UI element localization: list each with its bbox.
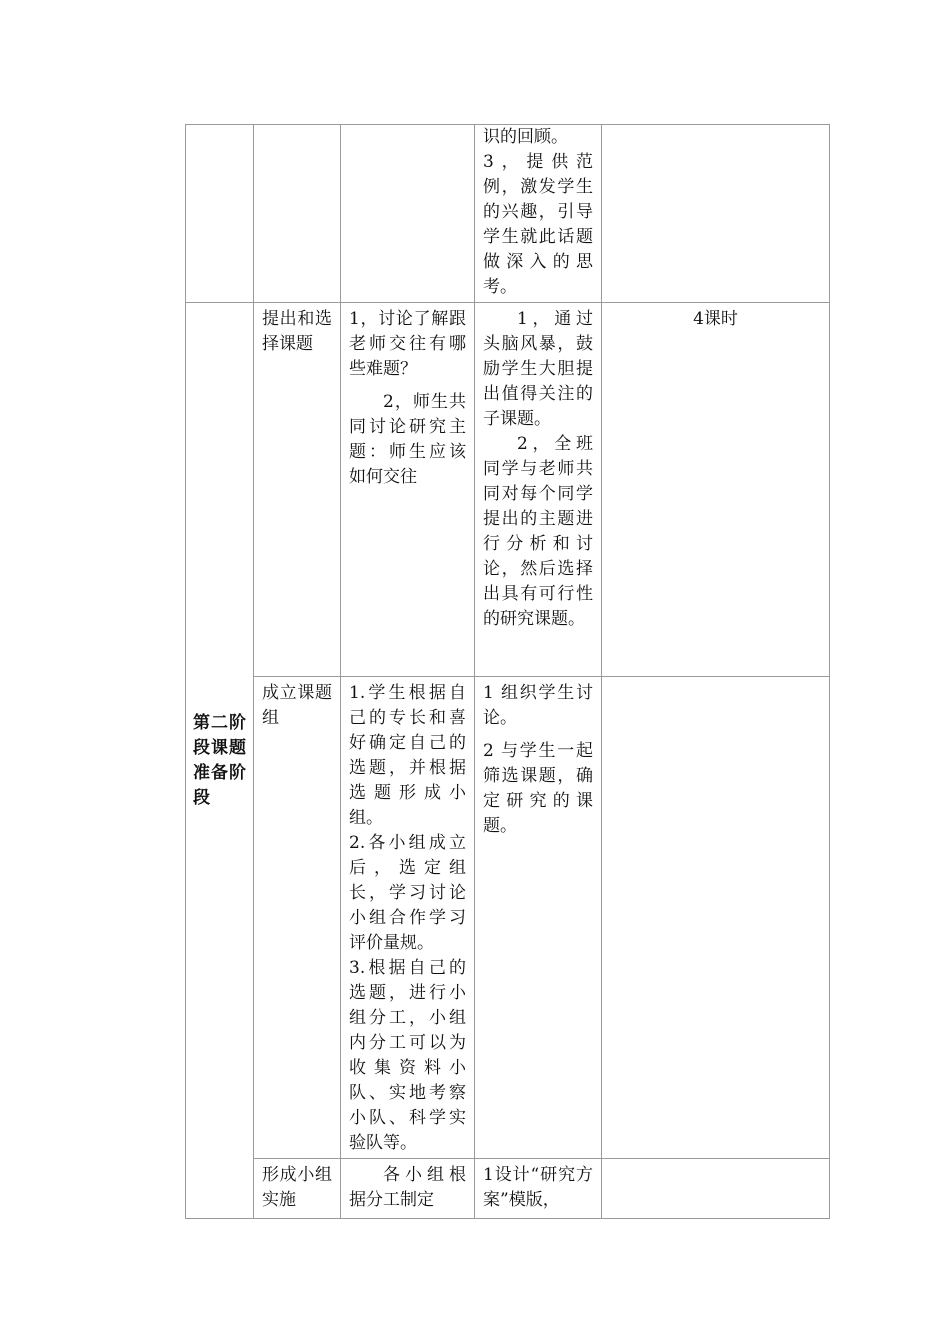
table-row	[186, 303, 830, 677]
guidance-paragraph: 1，通过头脑风暴，鼓励学生大胆提出值得关注的子课题。	[483, 309, 593, 429]
stage-label: 第二阶段课题准备阶段	[186, 303, 254, 1219]
activity-cell	[341, 677, 475, 1159]
hours-cell-empty	[602, 125, 830, 303]
guidance-paragraph: 1 组织学生讨论。	[483, 683, 593, 728]
guidance-cell: 1设计“研究方案”模版，	[475, 1159, 602, 1219]
step-label: 形成小组实施	[254, 1159, 341, 1219]
guidance-cell	[475, 125, 602, 303]
activity-paragraph: 2，师生共同讨论研究主题：师生应该如何交往	[349, 392, 466, 487]
guidance-cell	[475, 303, 602, 677]
step-label: 成立课题组	[254, 677, 341, 1159]
lesson-plan-table	[185, 124, 830, 1219]
stage-cell-empty	[186, 125, 254, 303]
activity-paragraph: 1，讨论了解跟老师交往有哪些难题？	[349, 309, 466, 379]
guidance-cell	[475, 677, 602, 1159]
hours-cell-empty	[602, 1159, 830, 1219]
activity-cell	[341, 303, 475, 677]
activity-cell-empty	[341, 125, 475, 303]
table-row	[186, 1159, 830, 1219]
activity-paragraph: 3.根据自己的选题，进行小组分工，小组内分工可以为收集资料小队、实地考察小队、科学实验队等。	[349, 958, 466, 1153]
activity-paragraph: 1.学生根据自己的专长和喜好确定自己的选题，并根据选题形成小组。	[349, 683, 466, 828]
activity-cell: 各小组根据分工制定	[341, 1159, 475, 1219]
guidance-paragraph: 识的回顾。	[483, 127, 568, 147]
step-cell-empty	[254, 125, 341, 303]
hours-cell-empty	[602, 677, 830, 1159]
table-row	[186, 677, 830, 1159]
step-label: 提出和选择课题	[254, 303, 341, 677]
hours-cell: 4课时	[602, 303, 830, 677]
guidance-paragraph: 3，提供范例，激发学生的兴趣，引导学生就此话题做深入的思考。	[483, 152, 593, 297]
activity-paragraph: 2.各小组成立后，选定组长，学习讨论小组合作学习评价量规。	[349, 833, 466, 953]
guidance-paragraph: 2 与学生一起筛选课题，确定研究的课题。	[483, 741, 593, 836]
guidance-paragraph: 2，全班同学与老师共同对每个同学提出的主题进行分析和讨论，然后选择出具有可行性的研究课题。	[483, 434, 593, 629]
table-row	[186, 125, 830, 303]
